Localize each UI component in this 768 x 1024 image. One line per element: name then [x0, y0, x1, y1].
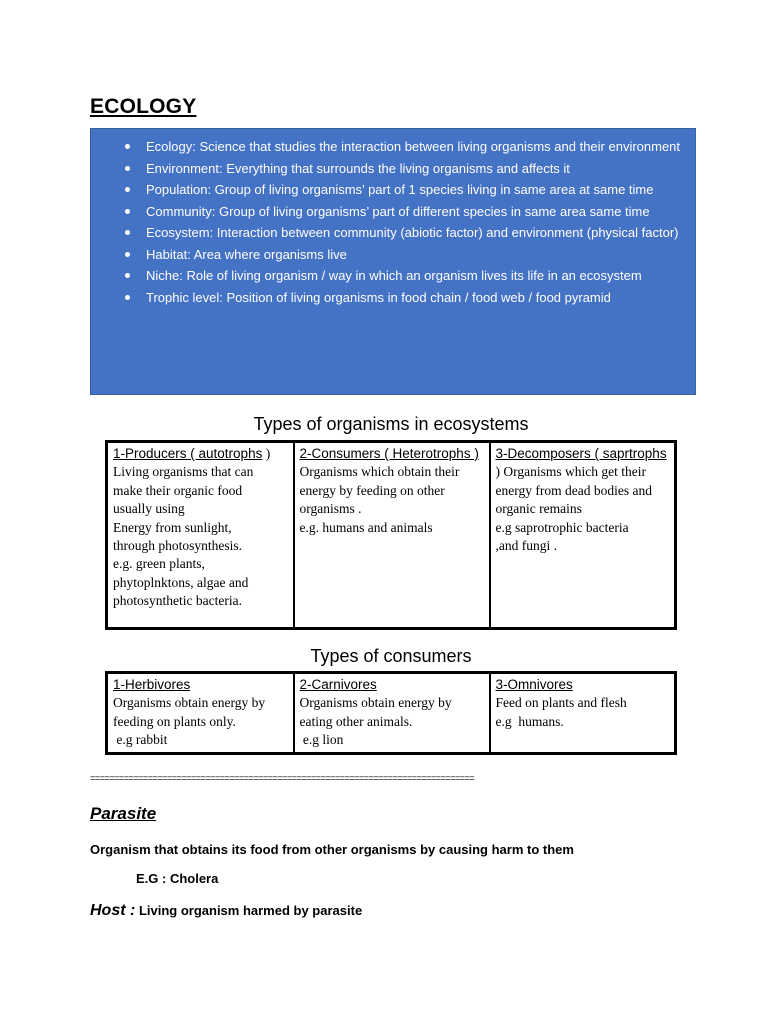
- carnivores-cell: [294, 673, 490, 754]
- section-divider: ================================================================================: [90, 774, 475, 784]
- producers-line: through photosynthesis.: [113, 538, 243, 554]
- omnivores-heading: 3-Omnivores: [495, 677, 573, 692]
- producers-heading: 1-Producers ( autotrophs: [113, 446, 263, 461]
- producers-line: usually using: [113, 501, 185, 517]
- decomposers-line: ,and fungi .: [495, 538, 557, 554]
- herbivores-heading: 1-Herbivores: [113, 677, 191, 692]
- producers-line: make their organic food: [113, 482, 243, 498]
- decomposers-heading-suffix: ) Organisms which get their energy from dead bodies and organic remains: [495, 464, 652, 517]
- page-title: ECOLOGY: [90, 95, 197, 118]
- parasite-definition: Organism that obtains its food from other organisms by causing harm to them: [90, 842, 574, 857]
- definition-item: Ecology: Science that studies the interaction between living organisms and their environment: [121, 137, 681, 157]
- consumers-types-heading: Types of consumers: [310, 646, 472, 666]
- host-line: [90, 902, 362, 920]
- parasite-example: E.G : Cholera: [136, 871, 219, 886]
- host-definition: Living organism harmed by parasite: [135, 903, 363, 918]
- herbivores-cell: [107, 673, 294, 754]
- table-row: [107, 442, 676, 629]
- consumers-table: [105, 671, 677, 755]
- definition-item: Habitat: Area where organisms live: [121, 245, 681, 265]
- organisms-table: [105, 440, 677, 630]
- herbivores-line: Organisms obtain energy by: [113, 695, 266, 711]
- definition-item: Ecosystem: Interaction between community (abiotic factor) and environment (physical factor): [121, 223, 681, 243]
- carnivores-line: eating other animals.: [299, 713, 413, 729]
- producers-line: phytoplnktons, algae and: [113, 574, 249, 590]
- definition-item: Niche: Role of living organism / way in which an organism lives its life in an ecosystem: [121, 266, 681, 286]
- carnivores-heading: 2-Carnivores: [299, 677, 377, 692]
- definition-item: Community: Group of living organisms’ part of different species in same area same time: [121, 202, 681, 222]
- decomposers-heading: 3-Decomposers ( saprtrophs: [495, 446, 667, 461]
- consumers-heading: 2-Consumers ( Heterotrophs ): [299, 446, 479, 461]
- producers-line: photosynthetic bacteria.: [113, 593, 242, 609]
- consumers-line: e.g. humans and animals: [299, 519, 433, 535]
- producers-line: Energy from sunlight,: [113, 519, 232, 535]
- host-label: Host :: [90, 902, 136, 919]
- omnivores-cell: [490, 673, 676, 754]
- definitions-box: [90, 128, 696, 395]
- definition-item: Trophic level: Position of living organisms in food chain / food web / food pyramid: [121, 288, 681, 308]
- omnivores-line: Feed on plants and flesh: [495, 695, 627, 711]
- organisms-heading: Types of organisms in ecosystems: [253, 414, 529, 434]
- consumers-heading-suffix: Organisms which obtain their energy by feeding on other organisms .: [299, 464, 460, 517]
- carnivores-line: Organisms obtain energy by: [299, 695, 452, 711]
- parasite-heading: Parasite: [90, 804, 157, 823]
- producers-heading-suffix: ): [262, 446, 271, 461]
- herbivores-line: e.g rabbit: [113, 732, 168, 748]
- decomposers-line: e.g saprotrophic bacteria: [495, 519, 629, 535]
- decomposers-cell: [490, 442, 676, 629]
- producers-cell: [107, 442, 294, 629]
- definitions-list: [121, 137, 681, 307]
- table-row: [107, 673, 676, 754]
- producers-line: Living organisms that can: [113, 464, 254, 480]
- herbivores-line: feeding on plants only.: [113, 713, 236, 729]
- definition-item: Population: Group of living organisms’ part of 1 species living in same area at same time: [121, 180, 681, 200]
- consumers-cell: [294, 442, 490, 629]
- carnivores-line: e.g lion: [299, 732, 344, 748]
- definition-item: Environment: Everything that surrounds the living organisms and affects it: [121, 159, 681, 179]
- omnivores-line: e.g humans.: [495, 713, 564, 729]
- producers-line: e.g. green plants,: [113, 556, 205, 572]
